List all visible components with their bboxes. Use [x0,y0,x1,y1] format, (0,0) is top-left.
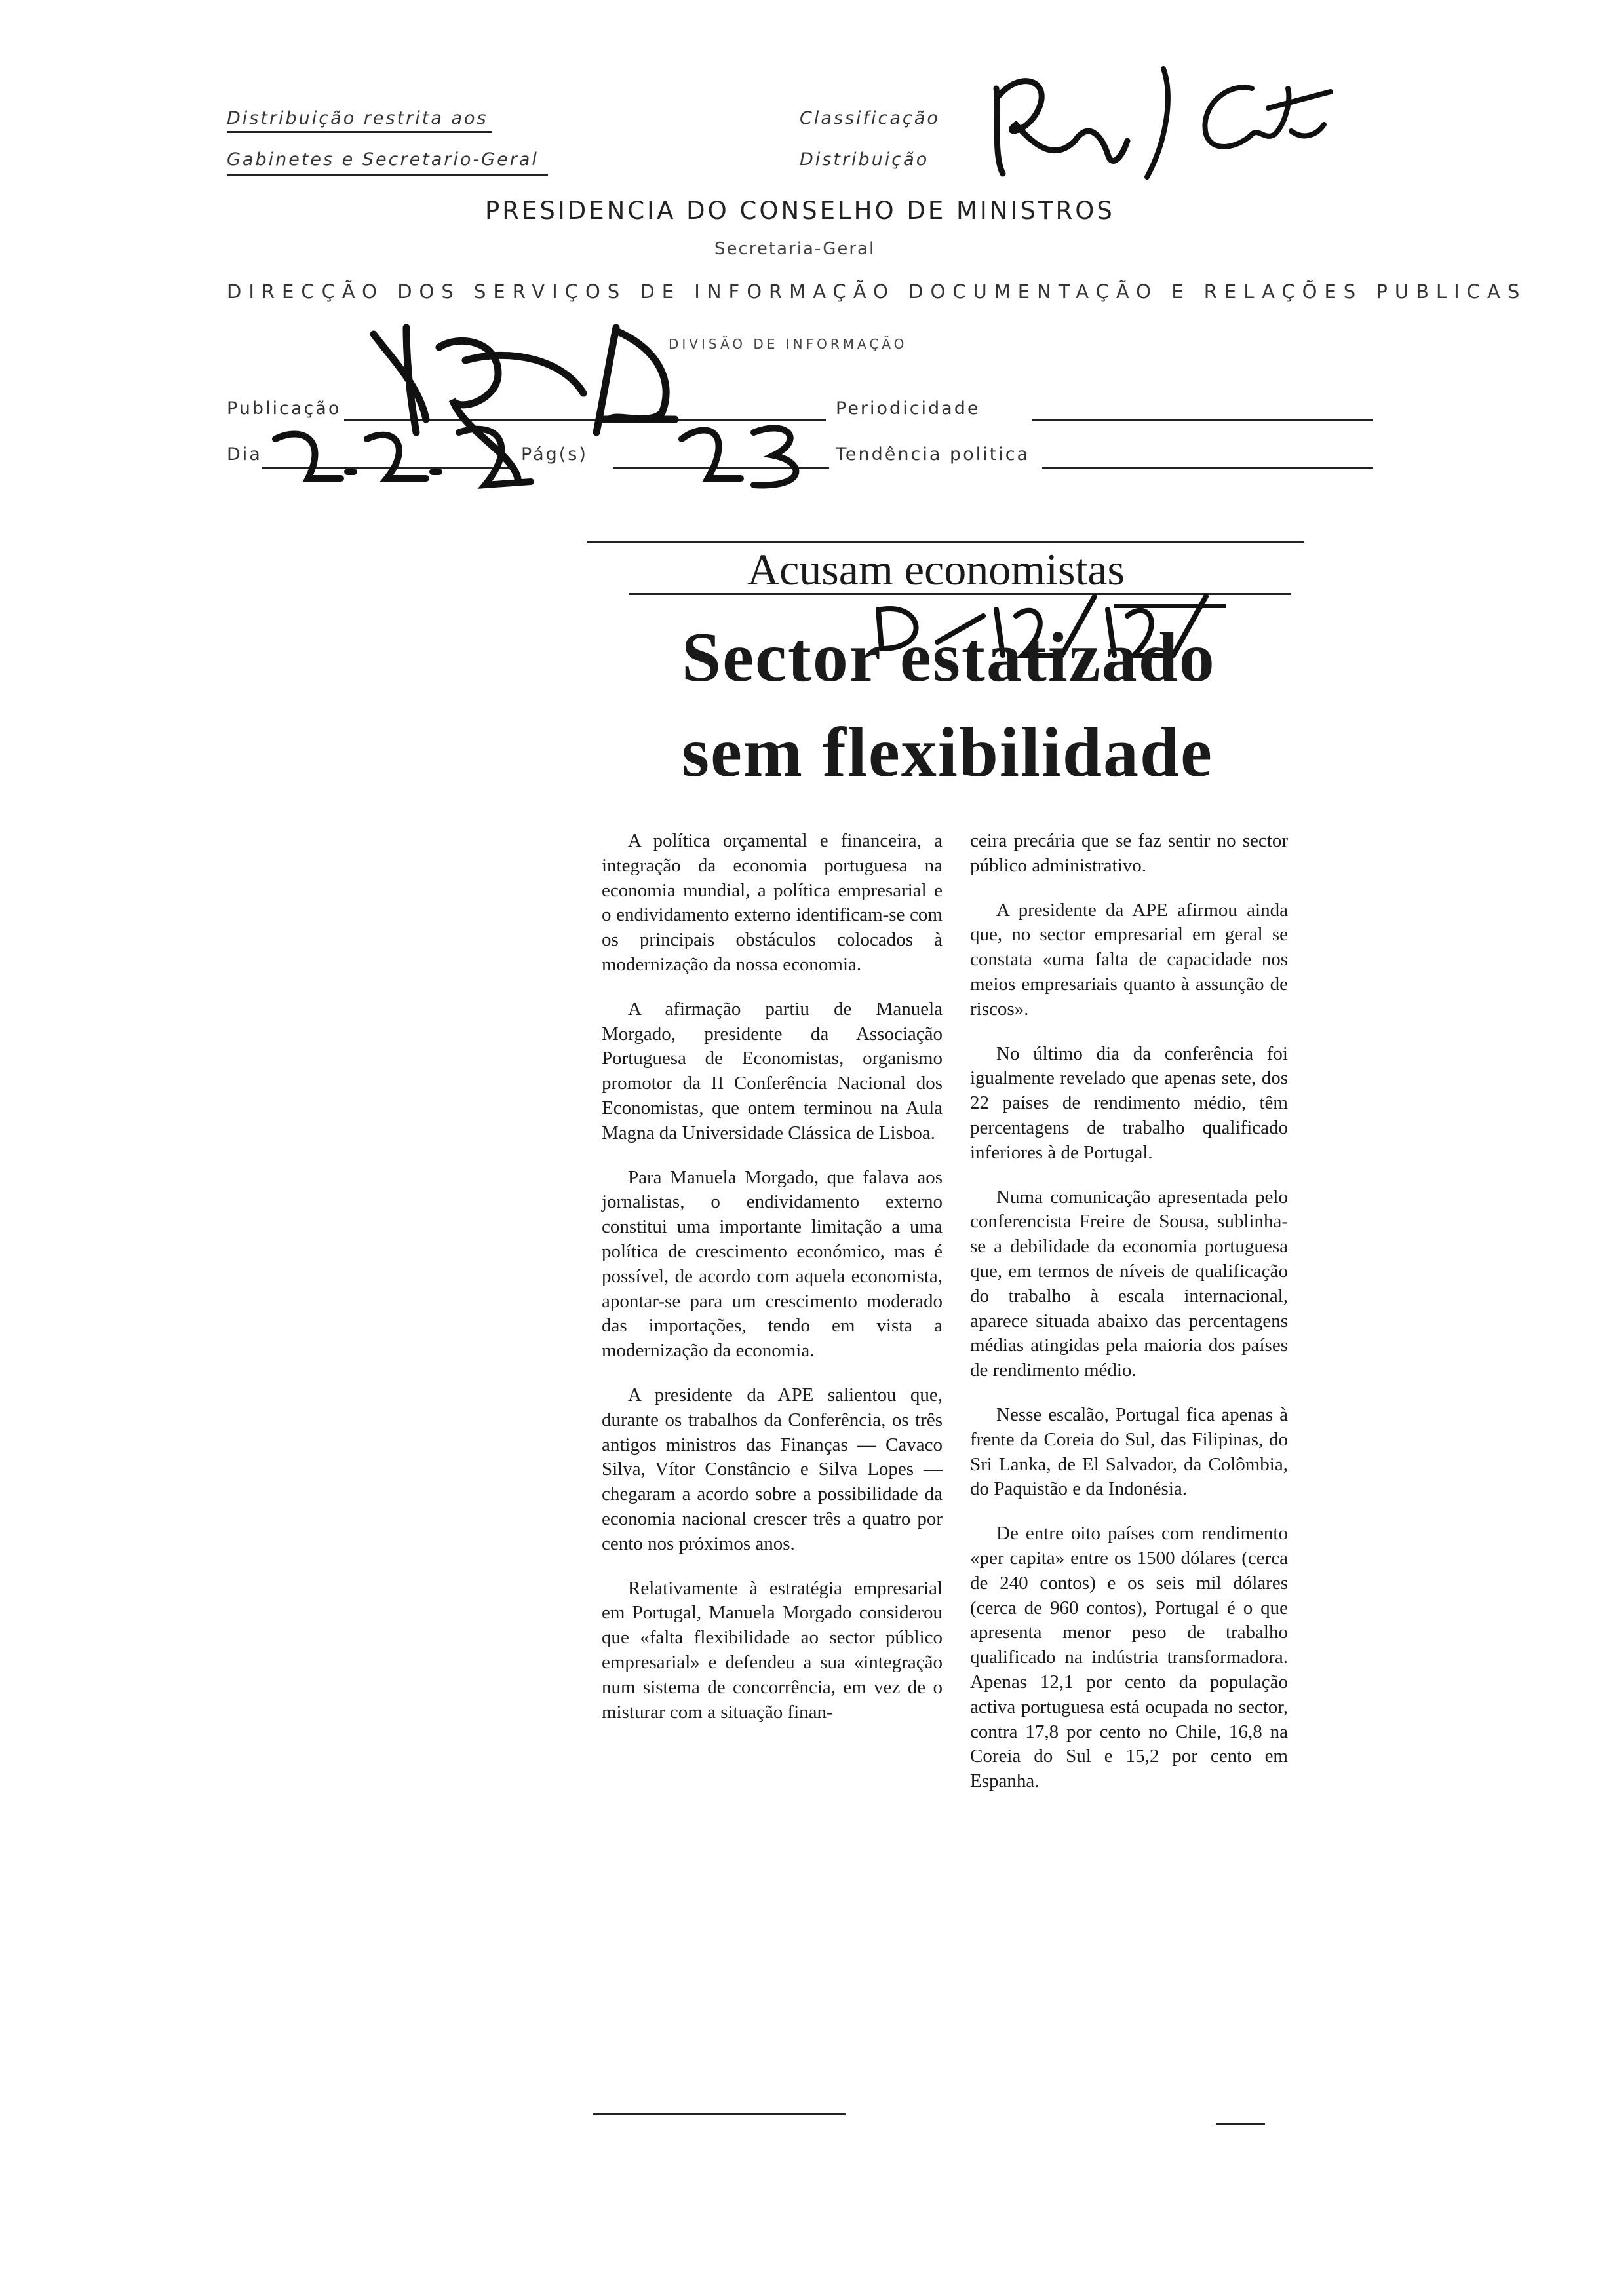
paragraph: No último dia da conferência foi igualmente revelado que apenas sete, dos 22 países de rendimento médio, têm percentagens de trabalho qualificado inferiores à de Portugal. [970,1043,1288,1163]
clipping-bottom-rule-right [1216,2123,1265,2125]
paragraph: Numa comunicação apresentada pelo conferencista Freire de Sousa, sublinha-se a debilidade da economia portuguesa que, em termos de níveis de qualificação do trabalho à escala internacional, aparece situada abaixo das percentagens médias atingidas pela maioria dos países de rendimento médio. [970,1186,1288,1381]
distribution-restricted-line1: Distribuição restrita aos [227,108,488,128]
distribution-label: Distribuição [800,149,929,170]
distribution-restricted-line2: Gabinetes e Secretario-Geral [227,149,539,170]
political-tendency-line [1042,467,1373,469]
paragraph: De entre oito países com rendimento «per capita» entre os 1500 dólares (cerca de 240 contos) e os seis mil dólares (cerca de 960 contos), Portugal é o que apresenta menor peso de trabalho qualificado na indústria transformadora. Apenas 12,1 por cento da população activa portuguesa está ocupada no sector, contra 17,8 por cento no Chile, 16,8 na Coreia do Sul e 15,2 por cento em Espanha. [970,1523,1288,1792]
paragraph: A presidente da APE salientou que, durante os trabalhos da Conferência, os três antigos ministros das Finanças — Cavaco Silva, Vítor Constâncio e Silva Lopes — chegaram a acordo sobre a possibilidade da economia nacional crescer três a quatro por cento nos próximos anos. [602,1384,943,1554]
institution-title: PRESIDENCIA DO CONSELHO DE MINISTROS [485,197,1115,225]
paragraph: Para Manuela Morgado, que falava aos jornalistas, o endividamento externo constitui uma importante limitação a uma política de crescimento económico, mas é possível, de acordo com aquela economista, apontar-se para um crescimento moderado das importações, tendo em vista a modernização da economia. [602,1166,943,1362]
article-headline-line1: Sector estatizado [682,619,1216,697]
paragraph: ceira precária que se faz sentir no sector público administrativo. [970,830,1288,876]
paragraph: A política orçamental e financeira, a integração da economia portuguesa na economia mundial, a política empresarial e o endividamento externo identificam-se com os principais obstáculos colocados à modernização da nossa economia. [602,830,943,975]
political-tendency-label: Tendência politica [836,444,1030,465]
division-title: DIVISÃO DE INFORMAÇÃO [669,336,908,352]
underline [227,174,548,176]
article-kicker: Acusam economistas [747,545,1125,594]
article-right-column [970,829,1288,1814]
publication-label: Publicação [227,398,341,419]
pages-label: Pág(s) [521,444,588,465]
day-label: Dia [227,444,262,465]
periodicity-label: Periodicidade [836,398,981,419]
directorate-title: DIRECÇÃO DOS SERVIÇOS DE INFORMAÇÃO DOCUMENTAÇÃO E RELAÇÕES PUBLICAS [227,280,1527,303]
clipping-top-rule [587,541,1304,543]
periodicity-line [1032,419,1373,421]
paragraph: Relativamente à estratégia empresarial em Portugal, Manuela Morgado considerou que «falta flexibilidade ao sector público empresarial» e defendeu a sua «integração num sistema de concorrência, em vez de o misturar com a situação finan- [602,1577,943,1723]
secretariat-subtitle: Secretaria-Geral [714,239,876,259]
classification-label: Classificação [800,108,940,128]
article-left-column [602,829,943,1744]
handwritten-pages-annotation [669,413,819,498]
clipping-bottom-rule-left [593,2113,846,2115]
paragraph: A presidente da APE afirmou ainda que, no sector empresarial em geral se constata «uma falta de capacidade nos meios empresariais quanto à assunção de riscos». [970,899,1288,1020]
article-headline-line2: sem flexibilidade [682,714,1213,792]
handwritten-day-annotation [269,419,544,498]
paragraph: A afirmação partiu de Manuela Morgado, presidente da Associação Portuguesa de Economistas, organismo promotor da II Conferência Nacional dos Economistas, que ontem terminou na Aula Magna da Universidade Clássica de Lisboa. [602,998,943,1143]
paragraph: Nesse escalão, Portugal fica apenas à frente da Coreia do Sul, das Filipinas, do Sri Lanka, de El Salvador, da Colômbia, do Paquistão e da Indonésia. [970,1404,1288,1500]
handwritten-signature [977,62,1344,187]
underline [227,131,492,133]
